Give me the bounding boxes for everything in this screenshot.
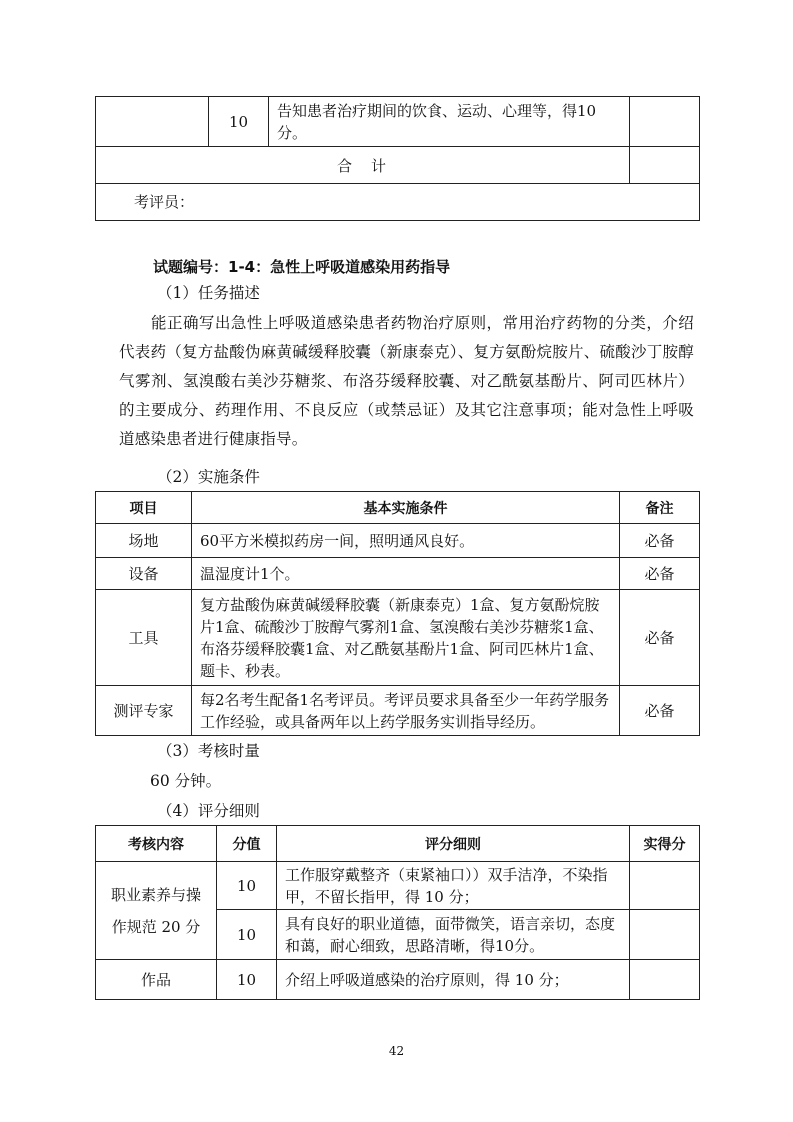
detail-cell: 工作服穿戴整齐（束紧袖口））双手洁净，不染指甲，不留长指甲，得 10 分； (277, 862, 630, 910)
scoring-table-continued (95, 96, 700, 221)
duration-value: 60 分钟。 (150, 772, 222, 790)
row-note: 必备 (620, 590, 700, 686)
actual-score-cell (630, 862, 700, 910)
group-professional: 职业素养与操作规范 20 分 (96, 862, 217, 960)
actual-score-cell (630, 910, 700, 960)
content-cell (96, 97, 209, 147)
row-item: 场地 (96, 524, 192, 558)
score-cell: 10 (217, 862, 277, 910)
actual-score-cell (630, 97, 700, 147)
page-number: 42 (388, 1044, 405, 1058)
section-heading-task: （1）任务描述 (157, 284, 260, 302)
header-score: 分值 (217, 826, 277, 862)
header-content: 考核内容 (96, 826, 217, 862)
conditions-table (95, 491, 700, 736)
row-note: 必备 (620, 524, 700, 558)
header-item: 项目 (96, 492, 192, 524)
section-heading-scoring: （4）评分细则 (157, 802, 260, 820)
detail-cell: 介绍上呼吸道感染的治疗原则，得 10 分； (277, 960, 630, 1000)
scoring-table (95, 825, 700, 1000)
row-condition: 复方盐酸伪麻黄碱缓释胶囊（新康泰克）1盒、复方氨酚烷胺片1盒、硫酸沙丁胺醇气雾剂1盒、氢溴酸右美沙芬糖浆1盒、布洛芬缓释胶囊1盒、对乙酰氨基酚片1盒、阿司匹林片1盒、题卡、秒表。 (192, 590, 620, 686)
header-note: 备注 (620, 492, 700, 524)
total-label: 合 计 (96, 147, 630, 184)
actual-score-cell (630, 960, 700, 1000)
score-cell: 10 (209, 97, 269, 147)
row-item: 工具 (96, 590, 192, 686)
section-heading-duration: （3）考核时量 (157, 742, 260, 760)
detail-cell: 具有良好的职业道德，面带微笑，语言亲切，态度和蔼，耐心细致，思路清晰，得10分。 (277, 910, 630, 960)
row-item: 设备 (96, 558, 192, 590)
section-heading-conditions: （2）实施条件 (157, 468, 260, 486)
detail-cell: 告知患者治疗期间的饮食、运动、心理等，得10分。 (269, 97, 630, 147)
task-description: 能正确写出急性上呼吸道感染患者药物治疗原则，常用治疗药物的分类，介绍代表药（复方盐酸伪麻黄碱缓释胶囊（新康泰克）、复方氨酚烷胺片、硫酸沙丁胺醇气雾剂、氢溴酸右美沙芬糖浆、布洛芬缓释胶囊、对乙酰氨基酚片、阿司匹林片）的主要成分、药理作用、不良反应（或禁忌证）及其它注意事项；能对急性上呼吸道感染患者进行健康指导。 (119, 314, 694, 448)
row-item: 测评专家 (96, 686, 192, 736)
total-value-cell (630, 147, 700, 184)
examiner-label: 考评员： (96, 184, 700, 221)
row-condition: 60平方米模拟药房一间，照明通风良好。 (192, 524, 620, 558)
row-condition: 温湿度计1个。 (192, 558, 620, 590)
header-condition: 基本实施条件 (192, 492, 620, 524)
row-note: 必备 (620, 686, 700, 736)
row-note: 必备 (620, 558, 700, 590)
header-detail: 评分细则 (277, 826, 630, 862)
row-condition: 每2名考生配备1名考评员。考评员要求具备至少一年药学服务工作经验，或具备两年以上药学服务实训指导经历。 (192, 686, 620, 736)
score-cell: 10 (217, 960, 277, 1000)
score-cell: 10 (217, 910, 277, 960)
question-title: 试题编号：1-4：急性上呼吸道感染用药指导 (153, 258, 451, 276)
header-actual: 实得分 (630, 826, 700, 862)
group-work: 作品 (96, 960, 217, 1000)
